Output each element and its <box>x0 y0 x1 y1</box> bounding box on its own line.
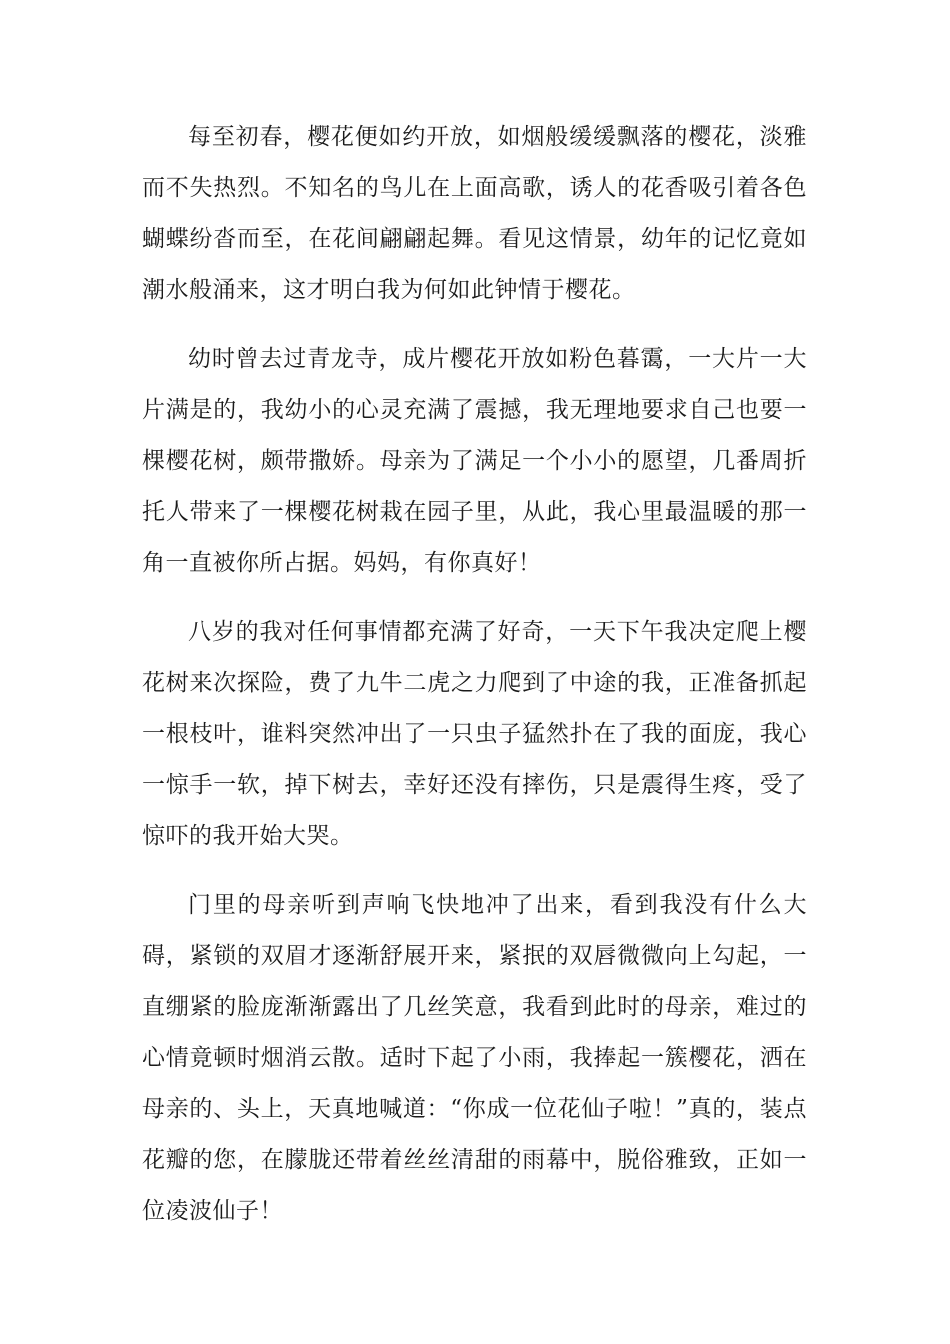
paragraph-3: 八岁的我对任何事情都充满了好奇，一天下午我决定爬上樱花树来次探险，费了九牛二虎之力爬到了中途的我，正准备抓起一根枝叶，谁料突然冲出了一只虫子猛然扑在了我的面庞，我心一惊手一软，掉下树去，幸好还没有摔伤，只是震得生疼，受了惊吓的我开始大哭。 <box>142 619 807 849</box>
document-body <box>142 112 807 1255</box>
paragraph-2: 幼时曾去过青龙寺，成片樱花开放如粉色暮霭，一大片一大片满是的，我幼小的心灵充满了震撼，我无理地要求自己也要一棵樱花树，颇带撒娇。母亲为了满足一个小小的愿望，几番周折托人带来了一棵樱花树栽在园子里，从此，我心里最温暖的那一角一直被你所占据。妈妈，有你真好！ <box>142 346 807 576</box>
paragraph-1: 每至初春，樱花便如约开放，如烟般缓缓飘落的樱花，淡雅而不失热烈。不知名的鸟儿在上面高歌，诱人的花香吸引着各色蝴蝶纷沓而至，在花间翩翩起舞。看见这情景，幼年的记忆竟如潮水般涌来，这才明白我为何如此钟情于樱花。 <box>142 124 807 303</box>
paragraph-4: 门里的母亲听到声响飞快地冲了出来，看到我没有什么大碍，紧锁的双眉才逐渐舒展开来，紧抿的双唇微微向上勾起，一直绷紧的脸庞渐渐露出了几丝笑意，我看到此时的母亲，难过的心情竟顿时烟消云散。适时下起了小雨，我捧起一簇樱花，洒在母亲的、头上，天真地喊道：“你成一位花仙子啦！”真的，装点花瓣的您，在朦胧还带着丝丝清甜的雨幕中，脱俗雅致，正如一位凌波仙子！ <box>142 892 807 1224</box>
